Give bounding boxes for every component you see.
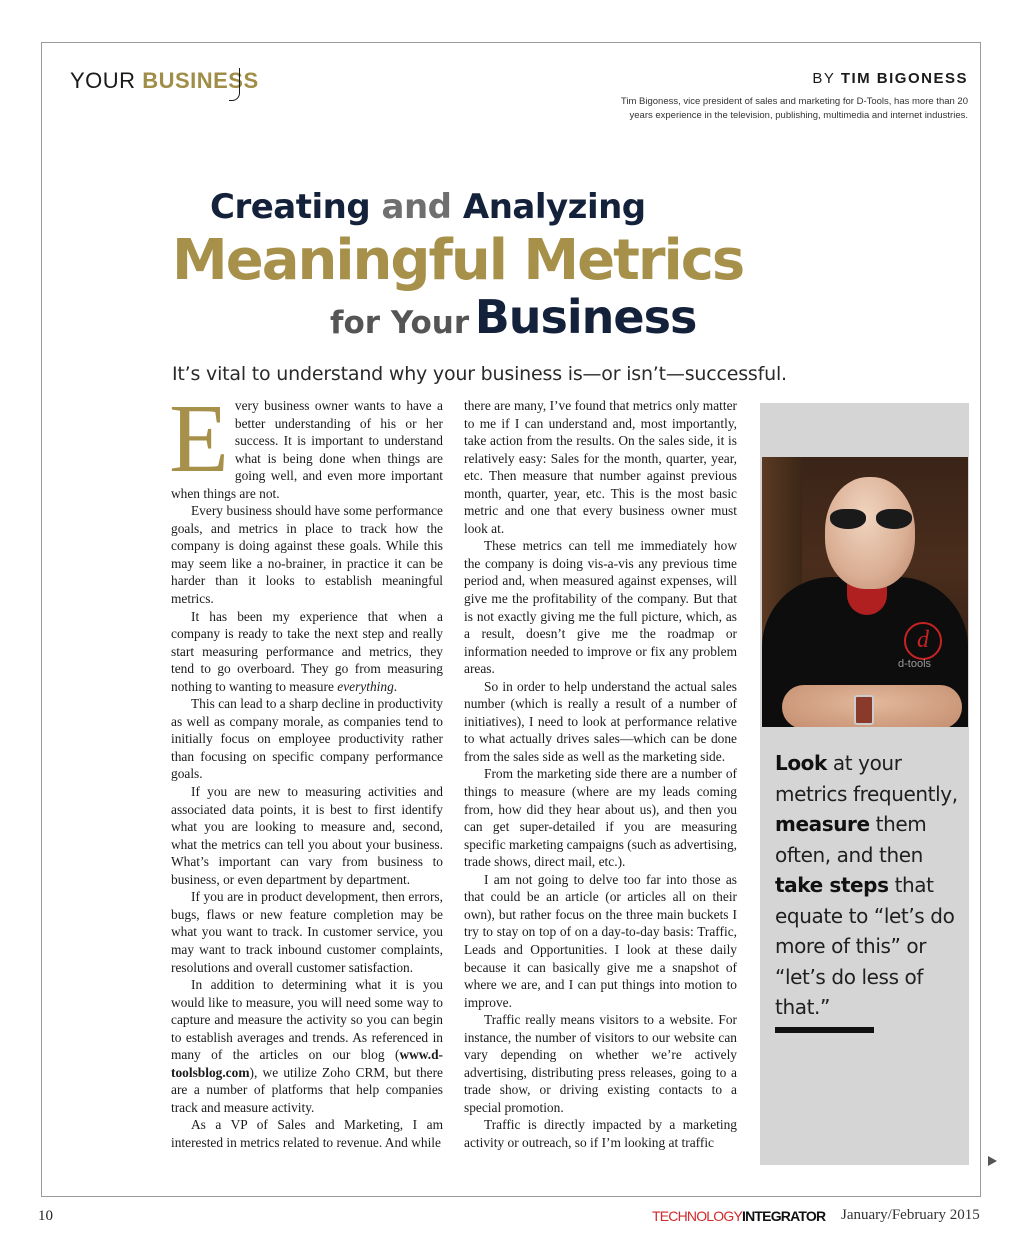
issue-date: January/February 2015 <box>841 1207 980 1223</box>
paragraph: So in order to help understand the actual sales number (which is really a result of a number of initiatives), I need to look at performance relative to what actually drives sales—which can be done from the sales side as well as the marketing side. <box>464 678 737 764</box>
blog-url: www.d-toolsblog.com <box>171 1047 443 1080</box>
deck-subhead: It’s vital to understand why your business is—or isn’t—successful. <box>172 363 787 385</box>
article-column-2 <box>464 397 737 1152</box>
page-number: 10 <box>38 1208 53 1224</box>
byline: BY TIM BIGONESS <box>812 70 968 87</box>
section-label: YOUR BUSINESS <box>70 68 259 93</box>
paragraph: Every business owner wants to have a better understanding of his or her success. It is important to understand what is being done when things are going well, and even more important when things are not. <box>169 385 443 501</box>
paragraph: there are many, I’ve found that metrics only matter to me if I can understand and, most importantly, take action from the results. On the sales side, it is relatively easy: Sales for the month, quarter, year, etc. Then measure that number against previous month, quarter, year, etc. This is the most basic metric and one that every business owner must look at. <box>464 398 737 536</box>
author-name: TIM BIGONESS <box>840 70 968 87</box>
next-page-arrow-icon[interactable] <box>988 1156 997 1166</box>
paragraph: This can lead to a sharp decline in productivity as well as company morale, as companies tend to initially focus on employee productivity rather than focusing on specific company performance goals. <box>171 696 443 782</box>
headline-line-3: for Your Business <box>330 290 697 344</box>
paragraph: From the marketing side there are a number of things to measure (where are my leads coming from, how did they hear about us), and then you can get super-detailed if you are measuring specific marketing campaigns (such as advertising, trade shows, direct mail, etc.). <box>464 766 737 870</box>
paragraph: As a VP of Sales and Marketing, I am interested in metrics related to revenue. And while <box>171 1117 443 1150</box>
paragraph: These metrics can tell me immediately how the company is doing vis-a-vis any previous time period and, when measured against expenses, will give me the profitability of the company. But that is not exactly giving me the full picture, which, as a result, doesn’t give me the roadmap or information needed to improve or fix any problem areas. <box>464 538 737 677</box>
headline-line-1: Creating and Analyzing <box>210 187 646 227</box>
dtools-logo-icon: d <box>904 622 942 660</box>
pull-quote-rule <box>775 1027 874 1033</box>
paragraph: If you are new to measuring activities and associated data points, it is best to first identify what you are looking to measure and, second, what the metrics can tell you about your business. What’s important can vary from business to business, or even department by department. <box>171 784 443 887</box>
headline-line-2: Meaningful Metrics <box>172 228 744 293</box>
paragraph: It has been my experience that when a company is ready to take the next step and really start measuring performance and metrics, they tend to go overboard. They go from measuring nothing to wanting to measure everything. <box>171 608 443 694</box>
paragraph: Every business should have some performance goals, and metrics in place to track how the company is doing against these goals. While this may seem like a no-brainer, in practice it can be harder than it looks to establish meaningful metrics. <box>171 503 443 607</box>
section-hook-decoration <box>229 68 240 101</box>
dtools-logo-text: d-tools <box>898 658 932 670</box>
paragraph: In addition to determining what it is you would like to measure, you will need some way to capture and measure the activity so you can begin to establish averages and trends. As referenced in many of the articles on our blog (www.d-toolsblog.com), we utilize Zoho CRM, but there are a number of platforms that help companies track and measure activity. <box>171 977 443 1115</box>
magazine-logo: TECHNOLOGYINTEGRATOR <box>652 1208 826 1224</box>
pull-quote: Look at your metrics frequently, measure them often, and then take steps that equate to “let’s do more of this” or “let’s do less of that.” <box>775 751 958 1019</box>
drop-cap: E <box>169 385 229 493</box>
article-column-1 <box>169 385 443 1152</box>
paragraph: If you are in product development, then errors, bugs, flaws or new feature completion may be what you want to track. In customer service, you may want to track inbound customer complaints, resolutions and overall customer satisfaction. <box>171 889 443 975</box>
paragraph: Traffic really means visitors to a website. For instance, the number of visitors to our website can vary depending on whether we’re actively advertising, distributing press releases, going to a trade show, or driving existing contacts to a special promotion. <box>464 1012 737 1115</box>
author-photo <box>762 457 968 727</box>
watch-icon <box>854 695 874 725</box>
paragraph: Traffic is directly impacted by a marketing activity or outreach, so if I’m looking at traffic <box>464 1117 737 1150</box>
author-bio: Tim Bigoness, vice president of sales and marketing for D-Tools, has more than 20 years experience in the television, publishing, multimedia and internet industries. <box>620 96 968 121</box>
paragraph: I am not going to delve too far into those as that could be an article (or articles all on their own), but rather focus on the three main buckets I try to stay on top of on a day-to-day basis: Traffic, Leads and Opportunities. I look at these daily because it can basically give me a snapshot of where we are, and I can put things into motion to improve. <box>464 871 737 1010</box>
